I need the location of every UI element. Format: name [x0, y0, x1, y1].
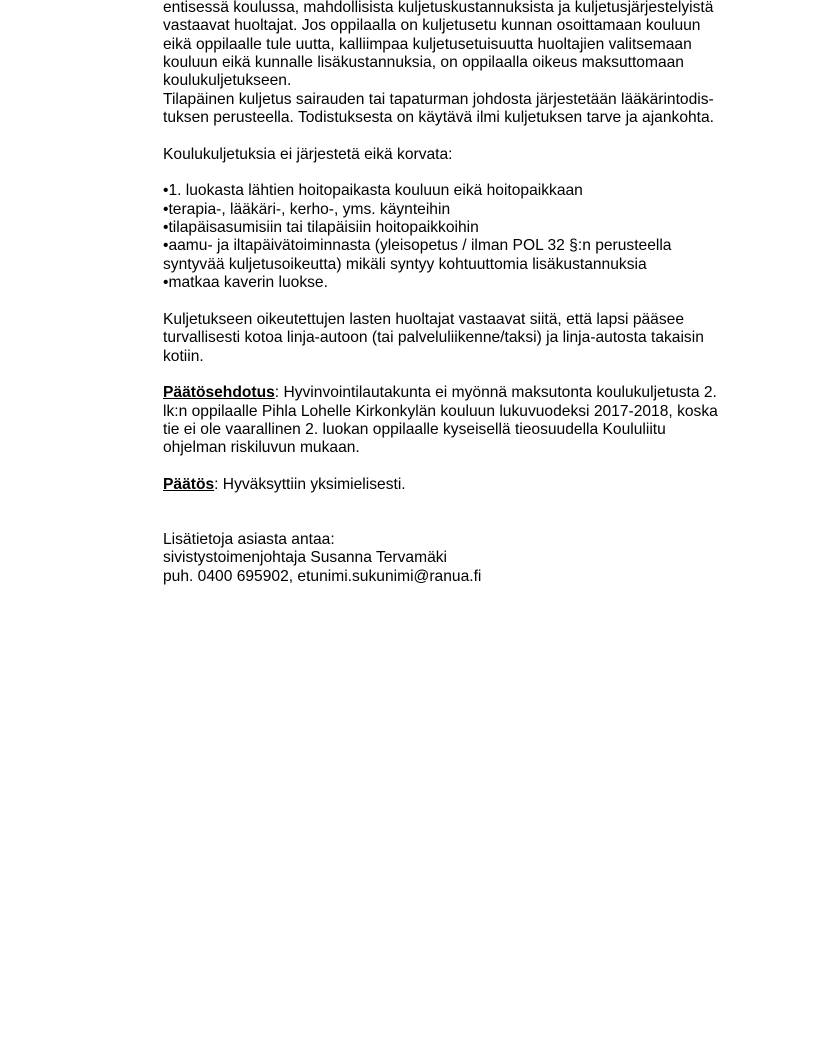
- blank-line: [163, 293, 743, 311]
- contact-name: sivistystoimenjohtaja Susanna Tervamäki: [163, 549, 447, 567]
- text-line: tie ei ole vaarallinen 2. luokan oppilaalle kyseisellä tieosuudella Koululiitu: [163, 420, 666, 438]
- text-line: kouluun eikä kunnalle lisäkustannuksia, on oppilaalla oikeus maksuttomaan: [163, 54, 684, 72]
- text-line: Kuljetukseen oikeutettujen lasten huoltajat vastaavat siitä, että lapsi pääsee: [163, 310, 684, 328]
- paragraph-guardian-responsibility: [163, 311, 743, 366]
- blank-line: [163, 366, 743, 384]
- contact-heading: Lisätietoja asiasta antaa:: [163, 530, 335, 548]
- text-line: Tilapäinen kuljetus sairauden tai tapaturman johdosta järjestetään lääkärintodis-: [163, 90, 714, 108]
- contact-section: [163, 531, 743, 586]
- exclusions-list: [163, 182, 743, 292]
- paragraph-eligibility: [163, 0, 743, 127]
- decision-text: : Hyväksyttiin yksimielisesti.: [214, 475, 406, 493]
- list-item: •matkaa kaverin luokse.: [163, 274, 328, 292]
- text-line: entisessä koulussa, mahdollisista kuljetuskustannuksista ja kuljetusjärjestelyistä: [163, 0, 714, 16]
- document-page: [163, 0, 743, 586]
- blank-line: [163, 494, 743, 512]
- contact-details: puh. 0400 695902, etunimi.sukunimi@ranua.fi: [163, 567, 482, 585]
- blank-line: [163, 127, 743, 145]
- list-heading: Koulukuljetuksia ei järjestetä eikä korvata:: [163, 145, 453, 163]
- list-item: •aamu- ja iltapäivätoiminnasta (yleisopetus / ilman POL 32 §:n perusteella: [163, 237, 672, 255]
- list-item-continuation: syntyvää kuljetusoikeutta) mikäli syntyy kohtuuttomia lisäkustannuksia: [163, 255, 647, 273]
- blank-line: [163, 458, 743, 476]
- list-item: •tilapäisasumisiin tai tilapäisiin hoitopaikkoihin: [163, 219, 479, 237]
- text-line: koulukuljetukseen.: [163, 72, 292, 90]
- text-line: tuksen perusteella. Todistuksesta on käytävä ilmi kuljetuksen tarve ja ajankohta.: [163, 109, 714, 127]
- text-line: lk:n oppilaalle Pihla Lohelle Kirkonkylän kouluun lukuvuodeksi 2017-2018, koska: [163, 402, 718, 420]
- decision-section: [163, 476, 743, 494]
- text-line: eikä oppilaalle tule uutta, kalliimpaa kuljetusetuisuutta huoltajien valitsemaan: [163, 35, 692, 53]
- list-item: •1. luokasta lähtien hoitopaikasta kouluun eikä hoitopaikkaan: [163, 182, 583, 200]
- text-line: [163, 384, 743, 402]
- text-line: turvallisesti kotoa linja-autoon (tai palveluliikenne/taksi) ja linja-autosta takaisin: [163, 329, 704, 347]
- proposal-text: : Hyvinvointilautakunta ei myönnä maksutonta koulukuljetusta 2.: [274, 384, 717, 402]
- decision-label: Päätös: [163, 475, 215, 493]
- text-line: kotiin.: [163, 347, 204, 365]
- proposal-section: [163, 384, 743, 457]
- text-line: ohjelman riskiluvun mukaan.: [163, 439, 360, 457]
- list-item: •terapia-, lääkäri-, kerho-, yms. käynteihin: [163, 200, 451, 218]
- blank-line: [163, 164, 743, 182]
- proposal-label: Päätösehdotus: [163, 384, 275, 402]
- text-line: vastaavat huoltajat. Jos oppilaalla on kuljetusetu kunnan osoittamaan kouluun: [163, 17, 701, 35]
- blank-line: [163, 513, 743, 531]
